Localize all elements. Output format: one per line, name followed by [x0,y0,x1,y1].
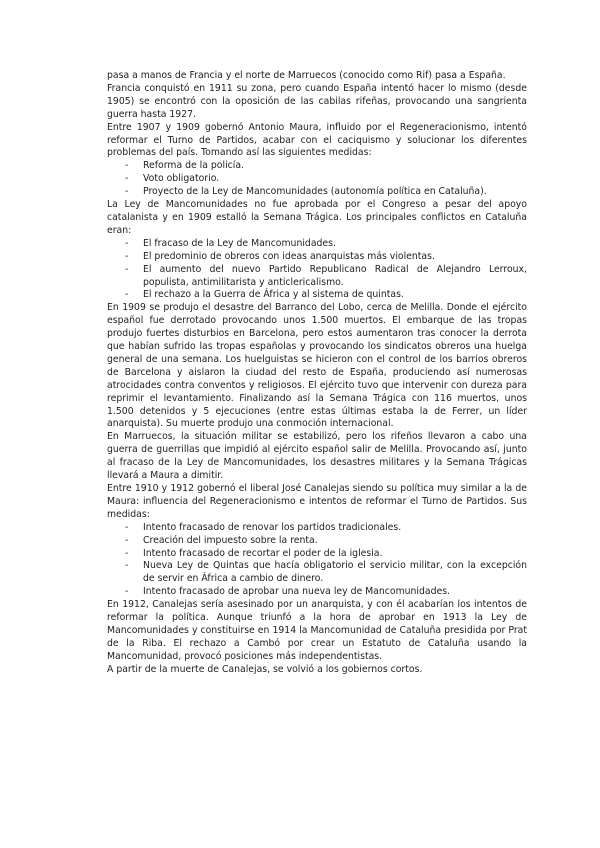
paragraph-rif: pasa a manos de Francia y el norte de Marruecos (conocido como Rif) pasa a España. [107,70,506,81]
list-item: - Creación del impuesto sobre la renta. [125,534,318,546]
list-item: - Intento fracasado de renovar los partidos tradicionales. [125,521,402,533]
paragraph-francia: Francia conquistó en 1911 su zona, pero cuando España intentó hacer lo mismo (desde 1905) se encontró con la oposición de las cabilas rifeñas, provocando una sangrienta guerra hasta 1927. [107,82,527,120]
paragraph-canalejas: Entre 1910 y 1912 gobernó el liberal José Canalejas siendo su política muy similar a la de Maura: influencia del Regeneracionismo e intentos de reformar el Turno de Partidos. Sus medidas: [107,483,527,520]
list-item: - Reforma de la policía. [125,160,245,172]
list-item: - Voto obligatorio. [125,173,220,185]
list-canalejas-measures [107,522,527,599]
list-item: - Intento fracasado de aprobar una nueva ley de Mancomunidades. [125,586,451,598]
document-page [107,70,527,677]
list-item: - El predominio de obreros con ideas anarquistas más violentas. [125,250,435,262]
list-item: - El rechazo a la Guerra de África y al sistema de quintas. [125,289,404,301]
paragraph-asesinato: En 1912, Canalejas sería asesinado por un anarquista, y con él acabarían los intentos de reformar la política. Aunque triunfó a la hora de aprobar en 1913 la Ley de Mancomunidades y constituirse en 1914 la Mancomunidad de Cataluña presidida por Prat de la Riba. El rechazo a Cambó por crear un Estatuto de Cataluña usando la Mancomunidad, provocó posiciones más independentistas. [107,599,527,662]
paragraph-maura: Entre 1907 y 1909 gobernó Antonio Maura, influido por el Regeneracionismo, intentó reformar el Turno de Partidos, acabar con el caciquismo y solucionar los diferentes problemas del país. Tomando así las siguientes medidas: [107,121,527,159]
list-conflicts [107,238,527,303]
list-item: - Proyecto de la Ley de Mancomunidades (autonomía política en Cataluña). [125,186,487,198]
paragraph-mancomunidades: La Ley de Mancomunidades no fue aprobada por el Congreso a pesar del apoyo catalanista y en 1909 estalló la Semana Trágica. Los principales conflictos en Cataluña eran: [107,199,527,236]
list-item: - El fracaso de la Ley de Mancomunidades. [125,237,336,249]
list-item: - Nueva Ley de Quintas que hacía obligatorio el servicio militar, con la excepción de servir en África a cambio de dinero. [125,560,527,585]
paragraph-marruecos: En Marruecos, la situación militar se estabilizó, pero los rifeños llevaron a cabo una guerra de guerrillas que impidió al ejército español salir de Melilla. Provocando así, junto al fracaso de la Ley de Mancomunidades, los desastres militares y la Semana Trágicas llevará a Maura a dimitir. [107,431,527,482]
list-maura-measures [107,160,527,199]
list-item: - Intento fracasado de recortar el poder de la iglesia. [125,547,383,559]
paragraph-semana-tragica: En 1909 se produjo el desastre del Barranco del Lobo, cerca de Melilla. Donde el ejército español fue derrotado provocando unos 1.500 muertos. El embarque de las tropas produjo fuertes disturbios en Barcelona, pero estos aumentaron tras conocer la derrota que habían sufrido las tropas españolas y provocando los sindicatos obreros una huelga general de una semana. Los huelguistas se hicieron con el control de los barrios obreros de Barcelona y aislaron la ciudad del resto de España, produciendo así numerosas atrocidades contra conventos y religiosos. El ejército tuvo que intervenir con dureza para reprimir el levantamiento. Finalizando así la Semana Trágica con 116 muertos, unos 1.500 detenidos y 5 ejecuciones (entre estas últimas estaba la de Ferrer, un líder anarquista). Su muerte produjo una conmoción internacional. [107,302,527,430]
paragraph-gobiernos-cortos: A partir de la muerte de Canalejas, se volvió a los gobiernos cortos. [107,663,423,675]
list-item: - El aumento del nuevo Partido Republicano Radical de Alejandro Lerroux, populista, antimilitarista y anticlericalismo. [125,263,527,288]
